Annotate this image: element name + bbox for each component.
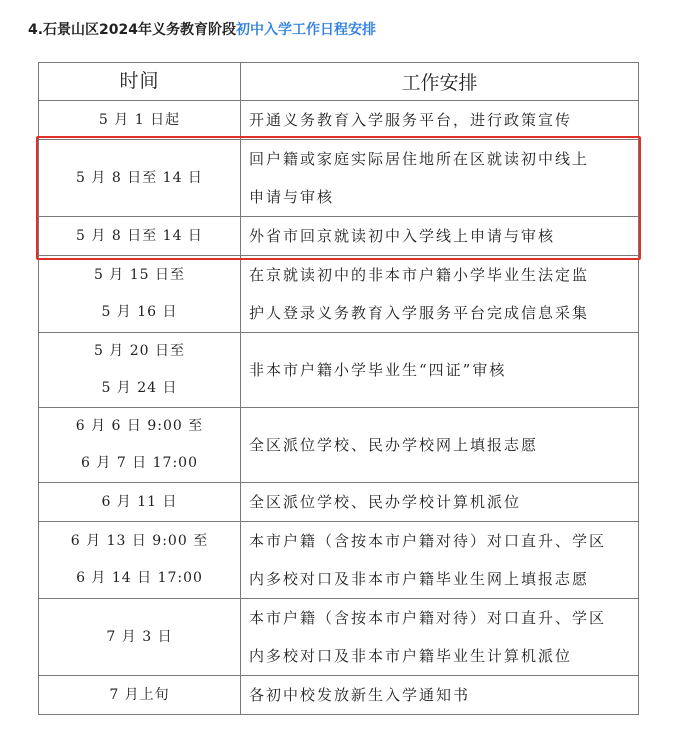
work-cell xyxy=(241,483,639,522)
work-line: 非本市户籍小学毕业生“四证”审核 xyxy=(249,361,507,379)
table-row xyxy=(39,217,639,256)
time-line: 7 月上旬 xyxy=(109,686,170,703)
work-line: 各初中校发放新生入学通知书 xyxy=(249,686,471,704)
table-row xyxy=(39,676,639,715)
work-line: 申请与审核 xyxy=(249,188,335,206)
work-cell xyxy=(241,140,639,217)
work-cell xyxy=(241,599,639,676)
time-cell xyxy=(39,140,241,217)
header-work: 工作安排 xyxy=(241,63,639,101)
table-row xyxy=(39,333,639,408)
work-line: 全区派位学校、民办学校计算机派位 xyxy=(249,493,522,511)
work-line: 内多校对口及非本市户籍毕业生计算机派位 xyxy=(249,647,573,665)
time-cell xyxy=(39,522,241,599)
work-cell xyxy=(241,522,639,599)
table-row xyxy=(39,483,639,522)
time-cell xyxy=(39,101,241,140)
table-row xyxy=(39,408,639,483)
work-line: 回户籍或家庭实际居住地所在区就读初中线上 xyxy=(249,150,590,168)
heading-prefix: 4.石景山区2024年义务教育阶段 xyxy=(28,22,237,38)
time-cell xyxy=(39,256,241,333)
table-row xyxy=(39,140,639,217)
time-cell xyxy=(39,483,241,522)
time-line: 5 月 8 日至 14 日 xyxy=(76,227,203,244)
table-row xyxy=(39,522,639,599)
work-cell xyxy=(241,676,639,715)
schedule-table xyxy=(38,62,639,715)
time-line: 5 月 15 日至 xyxy=(93,267,186,283)
time-cell xyxy=(39,217,241,256)
work-cell xyxy=(241,256,639,333)
time-cell xyxy=(39,599,241,676)
work-cell xyxy=(241,408,639,483)
table-header-row xyxy=(39,63,639,101)
time-line: 6 月 6 日 9:00 至 xyxy=(75,418,204,434)
work-cell xyxy=(241,333,639,408)
work-line: 本市户籍（含按本市户籍对待）对口直升、学区 xyxy=(249,532,607,550)
work-line: 内多校对口及非本市户籍毕业生网上填报志愿 xyxy=(249,570,590,588)
work-cell xyxy=(241,217,639,256)
work-line: 外省市回京就读初中入学线上申请与审核 xyxy=(249,227,556,245)
section-heading xyxy=(28,19,376,39)
time-cell xyxy=(39,333,241,408)
header-time: 时间 xyxy=(39,63,241,101)
time-line: 5 月 8 日至 14 日 xyxy=(76,169,203,186)
work-line: 护人登录义务教育入学服务平台完成信息采集 xyxy=(249,304,590,322)
time-line: 6 月 13 日 9:00 至 xyxy=(70,533,209,549)
time-line: 5 月 16 日 xyxy=(101,304,178,320)
heading-highlight: 初中入学工作日程安排 xyxy=(236,22,377,38)
time-line: 5 月 20 日至 xyxy=(93,343,186,359)
work-line: 开通义务教育入学服务平台，进行政策宣传 xyxy=(249,111,573,129)
time-cell xyxy=(39,676,241,715)
time-line: 6 月 7 日 17:00 xyxy=(81,455,198,471)
work-line: 全区派位学校、民办学校网上填报志愿 xyxy=(249,436,539,454)
table-row xyxy=(39,599,639,676)
time-line: 6 月 11 日 xyxy=(101,493,178,510)
work-cell xyxy=(241,101,639,140)
time-line: 7 月 3 日 xyxy=(106,628,173,645)
time-line: 5 月 24 日 xyxy=(101,380,178,396)
table-row xyxy=(39,256,639,333)
table-row xyxy=(39,101,639,140)
time-cell xyxy=(39,408,241,483)
time-line: 6 月 14 日 17:00 xyxy=(76,570,203,586)
work-line: 本市户籍（含按本市户籍对待）对口直升、学区 xyxy=(249,609,607,627)
work-line: 在京就读初中的非本市户籍小学毕业生法定监 xyxy=(249,266,590,284)
time-line: 5 月 1 日起 xyxy=(98,111,181,128)
